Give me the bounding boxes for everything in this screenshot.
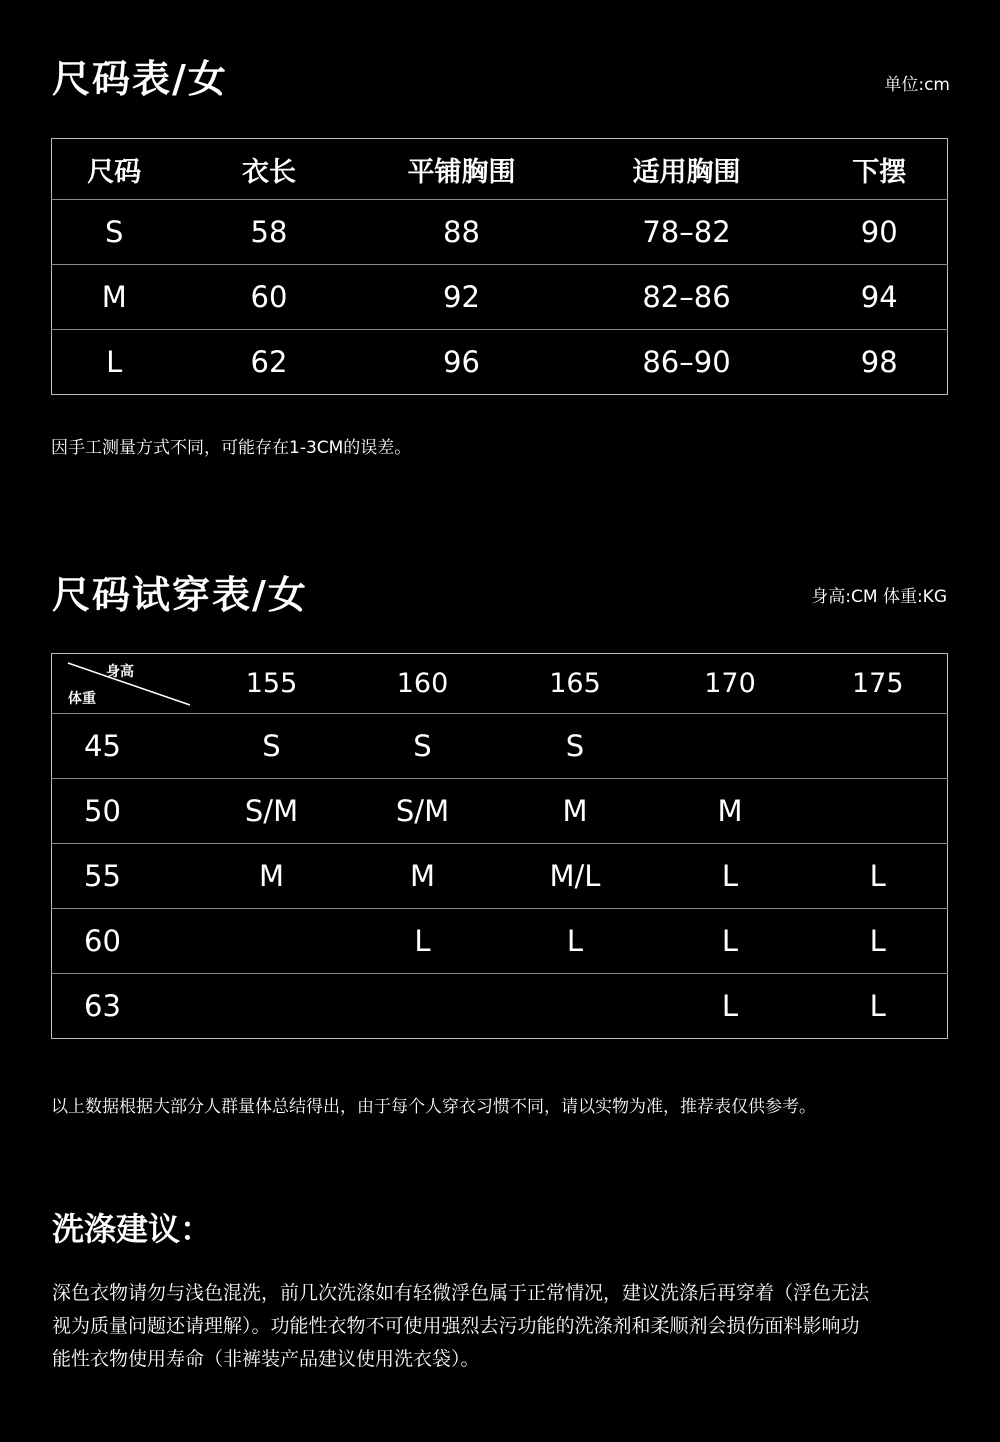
fit-size-cell: L: [809, 844, 948, 909]
fit-chart-table: [51, 653, 948, 1039]
washing-line: 视为质量问题还请理解）。功能性衣物不可使用强烈去污功能的洗涤剂和柔顺剂会损伤面料影响功: [52, 1315, 860, 1337]
fit-size-cell: [652, 714, 809, 779]
size-cell: L: [52, 330, 177, 395]
fit-chart-unit: 身高:CM 体重:KG: [811, 587, 947, 607]
size-cell: S: [52, 200, 177, 265]
size-chart-note: 因手工测量方式不同，可能存在1-3CM的误差。: [51, 438, 412, 458]
weight-cell: 45: [52, 714, 197, 779]
fit-size-cell: [197, 974, 347, 1039]
fit-size-cell: L: [499, 909, 652, 974]
flat-chest-cell: 92: [362, 265, 562, 330]
corner-weight-label: 体重: [68, 691, 96, 707]
hem-cell: 90: [812, 200, 948, 265]
weight-cell: 63: [52, 974, 197, 1039]
fit-chart-header-row: [52, 654, 948, 714]
fit-size-cell: M/L: [499, 844, 652, 909]
size-chart-table: [51, 138, 948, 395]
fit-size-cell: [197, 909, 347, 974]
weight-cell: 50: [52, 779, 197, 844]
fit-size-cell: S: [347, 714, 499, 779]
length-cell: 62: [177, 330, 362, 395]
fit-chest-cell: 82–86: [562, 265, 812, 330]
height-header: 175: [851, 668, 904, 699]
weight-cell: 60: [52, 909, 197, 974]
size-chart-unit: 单位:cm: [884, 75, 950, 95]
table-row: [52, 200, 948, 265]
height-header: 170: [704, 668, 756, 699]
size-cell: M: [52, 265, 177, 330]
washing-line: 能性衣物使用寿命（非裤装产品建议使用洗衣袋）。: [52, 1348, 480, 1370]
fit-size-cell: L: [809, 974, 948, 1039]
fit-size-cell: L: [652, 909, 809, 974]
table-row: [52, 909, 948, 974]
header-flat-chest: 平铺胸围: [407, 156, 516, 188]
flat-chest-cell: 96: [362, 330, 562, 395]
fit-size-cell: S: [499, 714, 652, 779]
table-row: [52, 330, 948, 395]
washing-text: [52, 1277, 952, 1376]
flat-chest-cell: 88: [362, 200, 562, 265]
length-cell: 58: [177, 200, 362, 265]
size-chart-header-row: [52, 139, 948, 200]
header-length: 衣长: [242, 156, 296, 188]
hem-cell: 94: [812, 265, 948, 330]
weight-cell: 55: [52, 844, 197, 909]
fit-size-cell: L: [652, 844, 809, 909]
table-row: [52, 714, 948, 779]
fit-size-cell: L: [652, 974, 809, 1039]
height-header: 155: [245, 668, 298, 699]
fit-chest-cell: 86–90: [562, 330, 812, 395]
fit-size-cell: M: [197, 844, 347, 909]
fit-size-cell: M: [347, 844, 499, 909]
length-cell: 60: [177, 265, 362, 330]
height-header: 165: [549, 668, 601, 699]
fit-size-cell: M: [499, 779, 652, 844]
fit-size-cell: M: [652, 779, 809, 844]
fit-chart-note: 以上数据根据大部分人群量体总结得出，由于每个人穿衣习惯不同，请以实物为准，推荐表仅供参考。: [51, 1097, 816, 1117]
fit-size-cell: [809, 714, 948, 779]
fit-size-cell: S/M: [347, 779, 499, 844]
header-size: 尺码: [87, 156, 142, 188]
header-fit-chest: 适用胸围: [632, 156, 741, 188]
fit-size-cell: [499, 974, 652, 1039]
fit-size-cell: L: [347, 909, 499, 974]
washing-line: 深色衣物请勿与浅色混洗，前几次洗涤如有轻微浮色属于正常情况，建议洗涤后再穿着（浮色无法: [52, 1282, 870, 1304]
hem-cell: 98: [812, 330, 948, 395]
size-chart-title: 尺码表/女: [52, 57, 228, 101]
fit-size-cell: S: [197, 714, 347, 779]
table-row: [52, 779, 948, 844]
corner-cell: [52, 654, 197, 714]
table-row: [52, 974, 948, 1039]
fit-size-cell: L: [809, 909, 948, 974]
washing-title: 洗涤建议：: [52, 1210, 213, 1248]
table-row: [52, 265, 948, 330]
table-row: [52, 844, 948, 909]
corner-height-label: 身高: [106, 664, 134, 680]
fit-size-cell: [347, 974, 499, 1039]
height-header: 160: [396, 668, 449, 699]
fit-chest-cell: 78–82: [562, 200, 812, 265]
fit-chart-title: 尺码试穿表/女: [52, 573, 308, 617]
fit-size-cell: S/M: [197, 779, 347, 844]
fit-size-cell: [809, 779, 948, 844]
header-hem: 下摆: [852, 156, 907, 188]
